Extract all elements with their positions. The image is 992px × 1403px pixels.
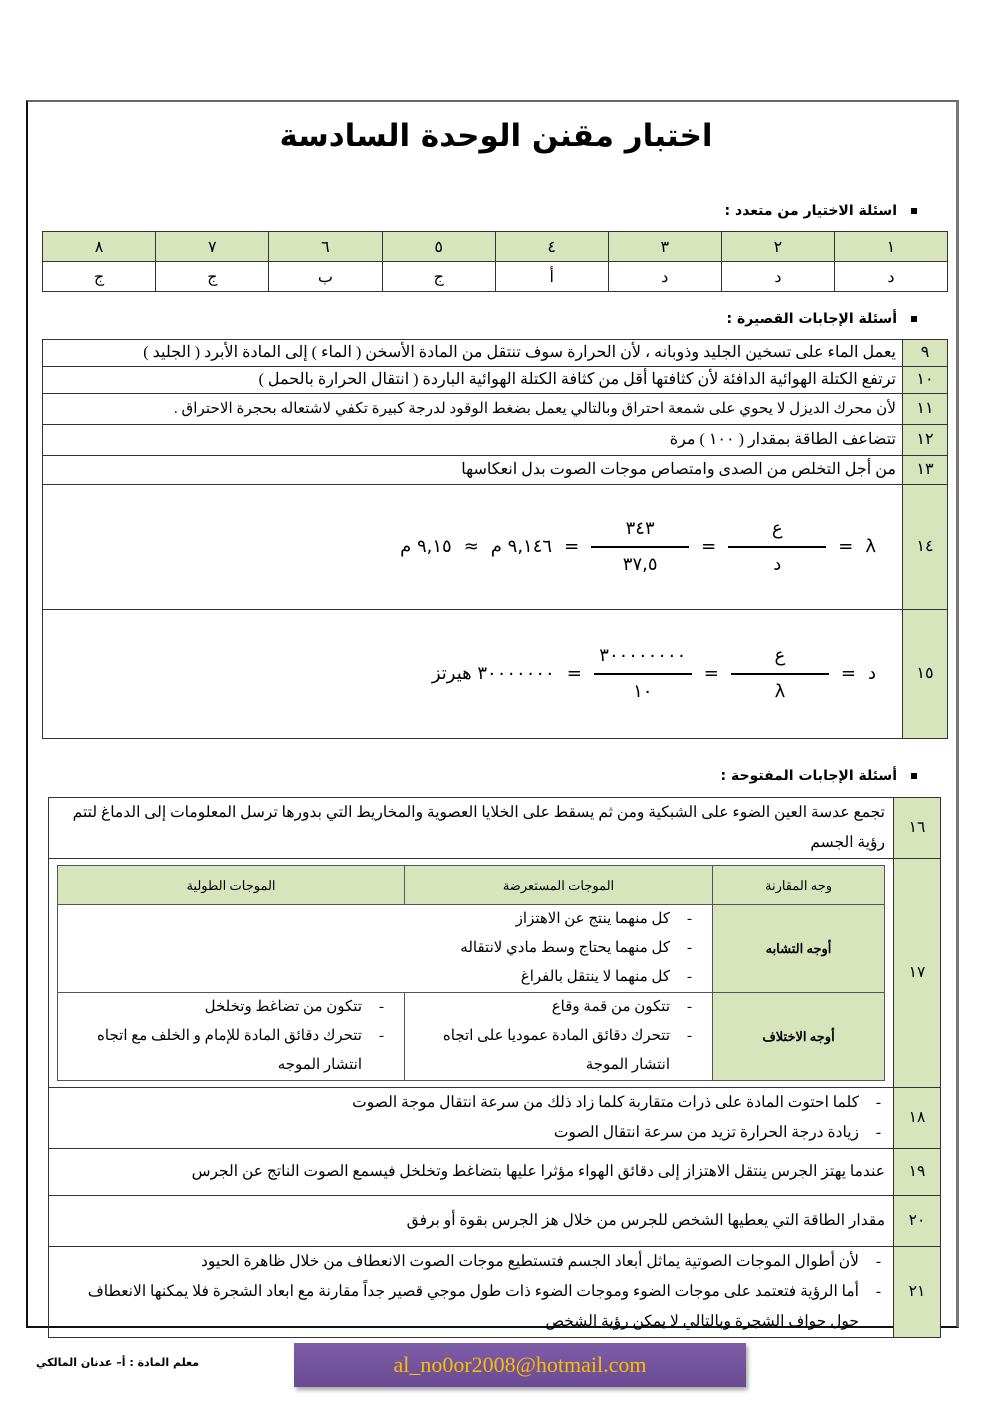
formula-14: λ = $\frac{\text{ع}}{\text{د}}$ = $\frac{٣٤٣}{٣٧,٥}$ = ٩,١٤٦ م ≈ ٩,١٥ م bbox=[43, 485, 903, 610]
email-banner[interactable]: al_no0or2008@hotmail.com bbox=[294, 1343, 746, 1387]
mc-number: ٤ bbox=[495, 232, 608, 262]
mc-answer: د bbox=[834, 262, 947, 292]
table-row bbox=[49, 1149, 941, 1196]
fraction-values: $\frac{٣٠٠٠٠٠٠٠٠}{١٠}$ bbox=[594, 643, 692, 705]
table-row bbox=[43, 425, 948, 456]
longitudinal-differences bbox=[58, 993, 405, 1081]
answer-item: - زيادة درجة الحرارة تزيد من سرعة انتقال الصوت bbox=[57, 1118, 885, 1148]
table-row bbox=[49, 859, 941, 1088]
question-number: ١٠ bbox=[903, 367, 948, 394]
answer-text: مقدار الطاقة التي يعطيها الشخص للجرس من خلال هز الجرس بقوة أو برفق bbox=[49, 1196, 894, 1247]
similarities-label: أوجه التشابه bbox=[713, 905, 885, 993]
bullet-icon bbox=[911, 208, 917, 214]
similarities-cell bbox=[58, 905, 713, 993]
section-heading-short-answers: أسئلة الإجابات القصيرة : bbox=[727, 311, 917, 327]
question-number: ١٢ bbox=[903, 425, 948, 456]
difference-item: - تتحرك دقائق المادة للإمام و الخلف مع اتجاه انتشار الموجه bbox=[74, 1022, 388, 1080]
answer-text: من أجل التخلص من الصدى وامتصاص موجات الصوت بدل انعكاسها bbox=[43, 456, 903, 485]
mc-number: ٦ bbox=[269, 232, 382, 262]
answer-text: تتضاعف الطاقة بمقدار ( ١٠٠ ) مرة bbox=[43, 425, 903, 456]
rounded-value: ٩,١٥ م bbox=[400, 536, 452, 557]
answer-text: ترتفع الكتلة الهوائية الدافئة لأن كثافتها أقل من كثافة الكتلة الهوائية الباردة ( انتقال الحرارة بالحمل ) bbox=[43, 367, 903, 394]
header-transverse: الموجات المستعرضة bbox=[405, 866, 713, 905]
question-number: ١٨ bbox=[894, 1088, 941, 1149]
page-title: اختبار مقنن الوحدة السادسة bbox=[279, 118, 713, 154]
similarity-item: - كل منهما يحتاج وسط مادي لانتقاله bbox=[74, 934, 696, 963]
mc-answer: ج bbox=[156, 262, 269, 292]
mc-answer: د bbox=[608, 262, 721, 292]
frequency-symbol: د bbox=[867, 663, 876, 684]
multiple-choice-table bbox=[42, 231, 948, 292]
question-number: ١٤ bbox=[903, 485, 948, 610]
table-row bbox=[43, 340, 948, 367]
question-number: ١٥ bbox=[903, 610, 948, 739]
short-answers-table bbox=[42, 339, 948, 739]
answer-text: عندما يهتز الجرس ينتقل الاهتزاز إلى دقائق الهواء مؤثرا عليها بتضاغط وتخلخل فيسمع الصوت الناتج عن الجرس bbox=[49, 1149, 894, 1196]
table-row bbox=[49, 798, 941, 859]
question-number: ٢٠ bbox=[894, 1196, 941, 1247]
answer-text: تجمع عدسة العين الضوء على الشبكية ومن ثم يسقط على الخلايا العصوية والمخاريط التي بدورها ترسل المعلومات إلى الدماغ لتتم رؤية الجسم bbox=[49, 798, 894, 859]
answer-item: - أما الرؤية فتعتمد على موجات الضوء وموجات الضوء ذات طول موجي قصير جداً مقارنة مع ابعاد الشجرة فلا يمكنها الانعطاف حول حواف الشجرة وبالتالي لا يمكن رؤية الشخص bbox=[57, 1277, 885, 1337]
result-value: ٩,١٤٦ م bbox=[490, 536, 553, 557]
fraction-v-over-lambda: $\frac{\text{ع}}{\lambda}$ bbox=[731, 643, 829, 705]
table-row bbox=[43, 610, 948, 739]
lambda-symbol: λ bbox=[865, 536, 876, 557]
comparison-table bbox=[57, 865, 885, 1081]
question-number: ١٦ bbox=[894, 798, 941, 859]
question-number: ٩ bbox=[903, 340, 948, 367]
answer-list bbox=[49, 1088, 894, 1149]
mc-number: ٢ bbox=[721, 232, 834, 262]
question-number: ١٣ bbox=[903, 456, 948, 485]
answer-list bbox=[49, 1247, 894, 1338]
comparison-cell bbox=[49, 859, 894, 1088]
table-row bbox=[49, 1247, 941, 1338]
mc-answer: د bbox=[721, 262, 834, 292]
question-number: ١١ bbox=[903, 394, 948, 425]
mc-number: ٨ bbox=[43, 232, 156, 262]
fraction-values: $\frac{٣٤٣}{٣٧,٥}$ bbox=[591, 516, 689, 578]
transverse-differences bbox=[405, 993, 713, 1081]
answer-text: يعمل الماء على تسخين الجليد وذوبانه ، لأن الحرارة سوف تنتقل من المادة الأسخن ( الماء ) إلى المادة الأبرد ( الجليد ) bbox=[43, 340, 903, 367]
teacher-name: معلم المادة : أ– عدنان المالكي bbox=[36, 1356, 200, 1369]
table-row bbox=[43, 485, 948, 610]
table-row bbox=[49, 1088, 941, 1149]
section-heading-multiple-choice: اسئلة الاختيار من متعدد : bbox=[725, 203, 917, 219]
difference-item: - تتحرك دقائق المادة عموديا على اتجاه انتشار الموجة bbox=[421, 1022, 696, 1080]
answer-text: لأن محرك الديزل لا يحوي على شمعة احتراق وبالتالي يعمل بضغط الوقود لدرجة كبيرة تكفي لاشتعاله بحجرة الاحتراق . bbox=[43, 394, 903, 425]
mc-number: ١ bbox=[834, 232, 947, 262]
header-comparison-aspect: وجه المقارنة bbox=[713, 866, 885, 905]
difference-item: - تتكون من قمة وقاع bbox=[421, 993, 696, 1022]
open-answers-table bbox=[48, 797, 941, 1338]
difference-item: - تتكون من تضاغط وتخلخل bbox=[74, 993, 388, 1022]
mc-answer: ج bbox=[382, 262, 495, 292]
section-heading-open-answers: أسئلة الإجابات المفتوحة : bbox=[721, 768, 917, 784]
mc-answer: ب bbox=[269, 262, 382, 292]
mc-number: ٣ bbox=[608, 232, 721, 262]
similarity-item: - كل منهما لا ينتقل بالفراغ bbox=[74, 963, 696, 992]
answer-item: - لأن أطوال الموجات الصوتية يماثل أبعاد الجسم فتستطيع موجات الصوت الانعطاف من خلال ظاهرة الحيود bbox=[57, 1247, 885, 1277]
similarity-item: - كل منهما ينتج عن الاهتزاز bbox=[74, 905, 696, 934]
question-number: ٢١ bbox=[894, 1247, 941, 1338]
question-number: ١٩ bbox=[894, 1149, 941, 1196]
table-row bbox=[43, 456, 948, 485]
header-longitudinal: الموجات الطولية bbox=[58, 866, 405, 905]
mc-answer: ج bbox=[43, 262, 156, 292]
fraction-v-over-f: $\frac{\text{ع}}{\text{د}}$ bbox=[728, 516, 826, 578]
table-row bbox=[49, 1196, 941, 1247]
bullet-icon bbox=[911, 316, 917, 322]
formula-15: د = $\frac{\text{ع}}{\lambda}$ = $\frac{٣٠٠٠٠٠٠٠٠}{١٠}$ = ٣٠٠٠٠٠٠٠ هيرتز bbox=[43, 610, 903, 739]
mc-number: ٧ bbox=[156, 232, 269, 262]
result-value: ٣٠٠٠٠٠٠٠ هيرتز bbox=[431, 663, 555, 684]
answer-item: - كلما احتوت المادة على ذرات متقاربة كلما زاد ذلك من سرعة انتقال موجة الصوت bbox=[57, 1088, 885, 1118]
table-row bbox=[43, 394, 948, 425]
mc-answer: أ bbox=[495, 262, 608, 292]
differences-label: أوجه الاختلاف bbox=[713, 993, 885, 1081]
mc-number: ٥ bbox=[382, 232, 495, 262]
bullet-icon bbox=[911, 773, 917, 779]
question-number: ١٧ bbox=[894, 859, 941, 1088]
table-row bbox=[43, 367, 948, 394]
